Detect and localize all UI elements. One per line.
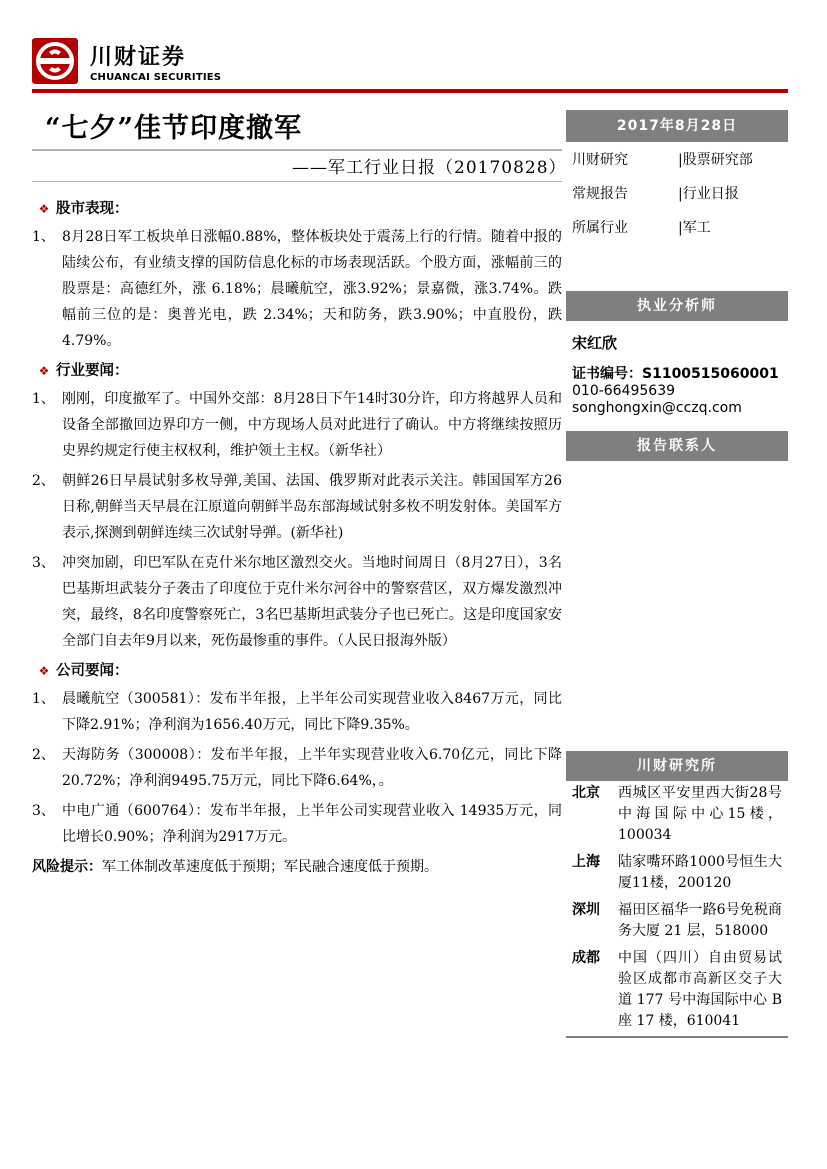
list-item: 2、 朝鲜26日早晨试射多枚导弹,美国、法国、俄罗斯对此表示关注。韩国国军方26日称,朝鲜当天早晨在江原道向朝鲜半岛东部海域试射多枚不明发射体。美国军方表示,探测到朝鲜连续三次试射导弹。(新华社): [32, 473, 562, 541]
sidebar-bottom-rule: [566, 1036, 788, 1038]
office-item: 深圳 福田区福华一路6号免税商务大厦 21 层，518000: [572, 902, 782, 939]
brand-name-en: CHUANCAI SECURITIES: [90, 72, 222, 83]
section-heading-industry: ❖ 行业要闻：: [32, 358, 562, 384]
analyst-heading: 执业分析师: [566, 291, 788, 321]
meta-row: 常规报告 |行业日报: [572, 186, 739, 202]
analyst-name: 宋红欣: [572, 334, 618, 352]
spacer: [566, 417, 788, 431]
section-heading-company: ❖ 公司要闻：: [32, 658, 562, 684]
risk-text: 军工体制改革速度低于预期；军民融合速度低于预期。: [102, 859, 438, 875]
list-item: 2、 天海防务（300008）：发布半年报，上半年实现营业收入6.70亿元，同比下降20.72%；净利润9495.75万元，同比下降6.64%，。: [32, 747, 562, 789]
header-divider: [32, 89, 788, 93]
list-item: 1、 刚刚，印度撤军了。中国外交部：8月28日下午14时30分许，印方将越界人员和设备全部撤回边界印方一侧，中方现场人员对此进行了确认。中方将继续按照历史界约规定行使主权权利，维护领土主权。（新华社）: [32, 391, 562, 459]
title-divider: [32, 149, 562, 151]
risk-label: 风险提示：: [32, 859, 102, 875]
contact-area: [566, 461, 788, 751]
office-item: 成都 中国（四川）自由贸易试验区成都市高新区交子大道 177 号中海国际中心 B 座 17 楼，610041: [572, 950, 782, 1029]
office-item: 上海 陆家嘴环路1000号恒生大厦11楼，200120: [572, 854, 782, 891]
list-item: 1、 晨曦航空（300581）：发布半年报，上半年公司实现营业收入8467万元，同比下降2.91%；净利润为1656.40万元，同比下降9.35%。: [32, 691, 562, 733]
risk-warning: [32, 854, 562, 880]
diamond-bullet-icon: ❖: [38, 364, 50, 378]
diamond-bullet-icon: ❖: [38, 664, 50, 678]
analyst-cert: 证书编号：S1100515060001: [572, 366, 779, 382]
analyst-phone: 010-66495639: [572, 383, 676, 399]
brand-name-cn: 川财证券: [90, 45, 187, 70]
office-item: 北京 西城区平安里西大街28号中海国际中心15楼，100034: [572, 785, 782, 843]
sidebar: [566, 110, 788, 1038]
section-heading-market: ❖ 股市表现：: [32, 196, 562, 222]
spacer: [566, 244, 788, 291]
list-item: 3、 中电广通（600764）：发布半年报，上半年公司实现营业收入 14935万元，同比增长0.90%；净利润为2917万元。: [32, 803, 562, 845]
report-body: [32, 192, 562, 880]
diamond-bullet-icon: ❖: [38, 202, 50, 216]
report-subtitle: ——军工行业日报（20170828）: [292, 158, 567, 178]
institute-heading: 川财研究所: [566, 751, 788, 781]
report-title: “七夕”佳节印度撤军: [45, 113, 303, 144]
list-item: 3、 冲突加剧，印巴军队在克什米尔地区激烈交火。当地时间周日（8月27日），3名巴基斯坦武装分子袭击了印度位于克什米尔河谷中的警察营区，双方爆发激烈冲突，最终，8名印度警察死亡，3名巴基斯坦武装分子也已死亡。这是印度国家安全部门自去年9月以来，死伤最惨重的事件。（人民日报海外版）: [32, 555, 562, 649]
contact-heading: 报告联系人: [566, 431, 788, 461]
chuancai-logo-icon: [32, 38, 78, 84]
analyst-info: [566, 335, 788, 417]
meta-row: 川财研究 |股票研究部: [572, 152, 753, 168]
list-item: 1、 8月28日军工板块单日涨幅0.88%，整体板块处于震荡上行的行情。随着中报的陆续公布，有业绩支撑的国防信息化标的市场表现活跃。个股方面，涨幅前三的股票是：高德红外，涨 6.18%；晨曦航空，涨3.92%；景嘉微，涨3.74%。跌幅前三位的是：奥普光电，跌 2.34%；天和防务，跌3.90%；中直股份，跌4.79%。: [32, 229, 562, 349]
meta-row: 所属行业 |军工: [572, 220, 711, 236]
subtitle-divider: [32, 181, 562, 182]
report-date: 2017年8月28日: [566, 110, 788, 142]
analyst-email: songhongxin@cczq.com: [572, 400, 742, 416]
